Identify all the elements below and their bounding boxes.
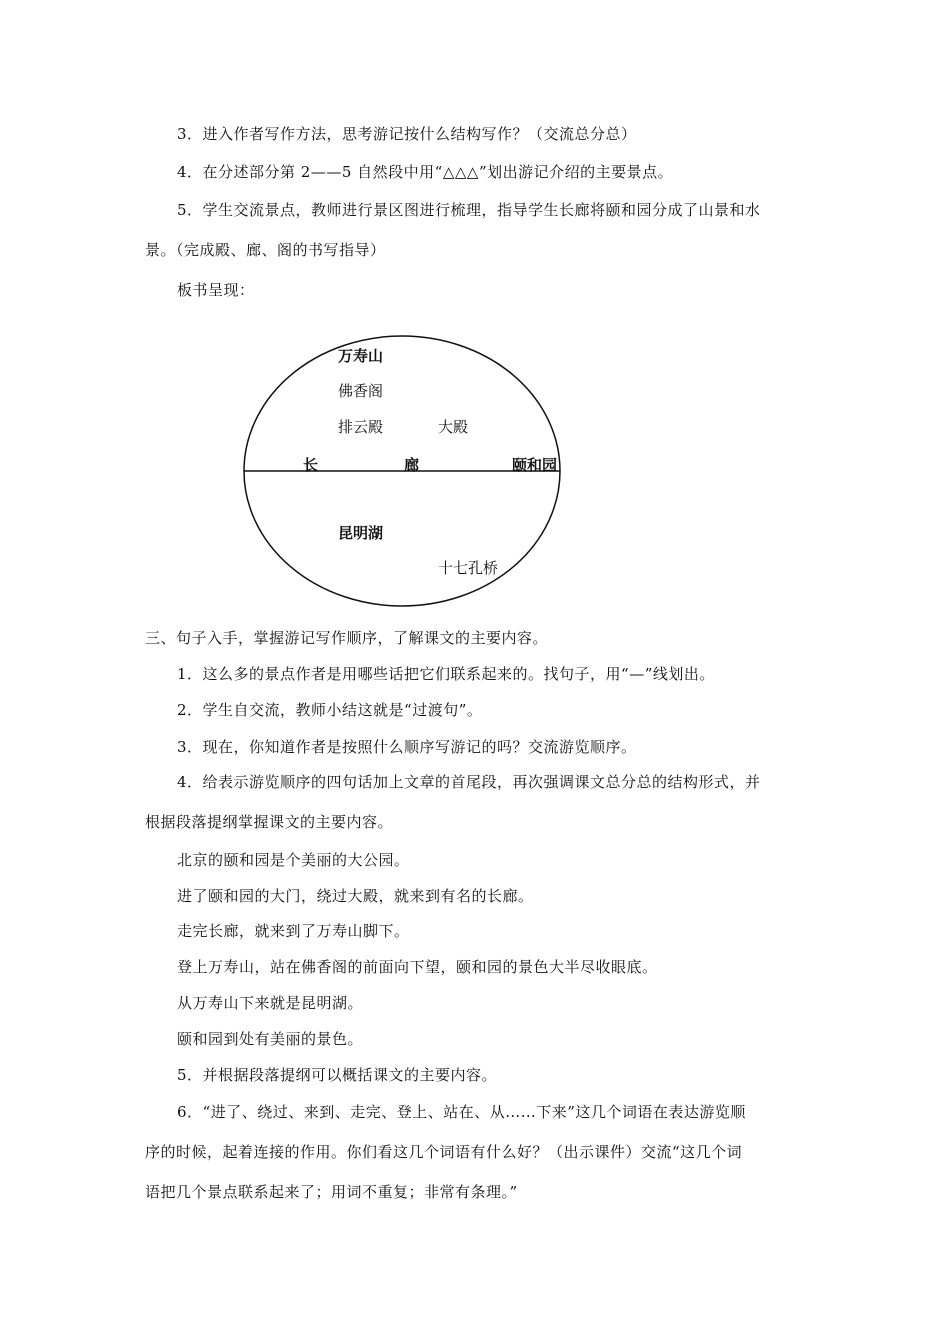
board-intro: 板书呈现： — [177, 281, 255, 299]
item-4: 4．在分述部分第 2——5 自然段中用“△△△”划出游记介绍的主要景点。 — [177, 163, 674, 181]
section3-item-2: 2．学生自交流，教师小结这就是“过渡句”。 — [177, 701, 483, 719]
section3-item-4-line2: 根据段落提纲掌握课文的主要内容。 — [145, 813, 394, 831]
quote-line: 从万寿山下来就是昆明湖。 — [177, 994, 364, 1012]
section3-heading: 三、句子入手，掌握游记写作顺序，了解课文的主要内容。 — [145, 629, 549, 647]
lake-item-shiqikongqiao: 十七孔桥 — [438, 559, 499, 577]
mountain-item-foxiangge: 佛香阁 — [338, 382, 384, 400]
quote-line: 走完长廊，就来到了万寿山脚下。 — [177, 922, 410, 940]
item-5-line2: 景。（完成殿、廊、阁的书写指导） — [145, 241, 386, 259]
quote-line: 北京的颐和园是个美丽的大公园。 — [177, 851, 410, 869]
section3-item-1: 1．这么多的景点作者是用哪些话把它们联系起来的。找句子，用“—”线划出。 — [177, 665, 715, 683]
section3-item-6-line2: 序的时候，起着连接的作用。你们看这几个词语有什么好？（出示课件）交流“这几个词 — [145, 1143, 743, 1161]
divider-label-lang: 廊 — [404, 456, 420, 474]
mountain-item-dadian: 大殿 — [438, 418, 469, 436]
item-3: 3．进入作者写作方法，思考游记按什么结构写作？（交流总分总） — [177, 125, 637, 143]
section3-item-4-line1: 4．给表示游览顺序的四句话加上文章的首尾段，再次强调课文总分总的结构形式，并 — [177, 773, 761, 791]
item-5-line1: 5．学生交流景点，教师进行景区图进行梳理，指导学生长廊将颐和园分成了山景和水 — [177, 201, 761, 219]
section3-item-6-line1: 6．“进了、绕过、来到、走完、登上、站在、从……下来”这几个词语在表达游览顺 — [177, 1103, 746, 1121]
quote-line: 登上万寿山，站在佛香阁的前面向下望，颐和园的景色大半尽收眼底。 — [177, 958, 658, 976]
quote-line: 颐和园到处有美丽的景色。 — [177, 1030, 364, 1048]
lake-title: 昆明湖 — [338, 524, 384, 542]
mountain-title: 万寿山 — [338, 347, 384, 365]
divider-label-yiheyuan: 颐和园 — [512, 456, 558, 474]
mountain-item-paiyundian: 排云殿 — [338, 418, 384, 436]
section3-item-5: 5．并根据段落提纲可以概括课文的主要内容。 — [177, 1066, 498, 1084]
section3-item-6-line3: 语把几个景点联系起来了；用词不重复；非常有条理。” — [145, 1183, 518, 1201]
divider-label-chang: 长 — [303, 456, 319, 474]
quote-line: 进了颐和园的大门，绕过大殿，就来到有名的长廊。 — [177, 887, 534, 905]
section3-item-3: 3．现在，你知道作者是按照什么顺序写游记的吗？交流游览顺序。 — [177, 738, 637, 756]
